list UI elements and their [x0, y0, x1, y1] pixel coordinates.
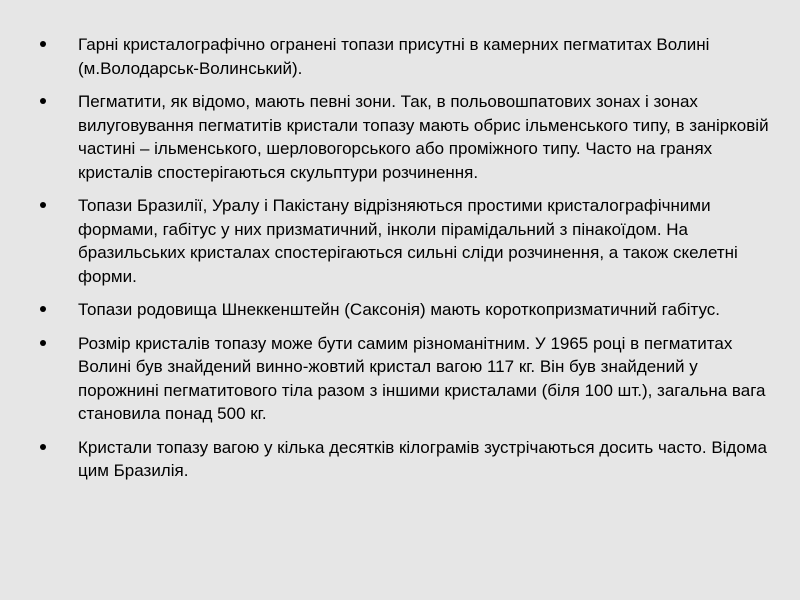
bullet-item	[40, 90, 770, 184]
bullet-text: Розмір кристалів топазу може бути самим різноманітним. У 1965 році в пегматитах Волині був знайдений винно-жовтий кристал вагою 117 кг. Він був знайдений у порожнині пегматитового тіла разом з іншими кристалами (біля 100 шт.), загальна вага становила понад 500 кг.	[78, 333, 766, 423]
bullet-text: Топази Бразилії, Уралу і Пакістану відрізняються простими кристалографічними формами, габітус у них призматичний, інколи пірамідальний з пінакоїдом. На бразильських кристалах спостерігаються сильні сліди розчинення, а також скелетні форми.	[78, 196, 738, 286]
bullet-item	[40, 332, 770, 426]
bullet-dot-icon	[40, 98, 46, 104]
bullet-text: Пегматити, як відомо, мають певні зони. Так, в польовошпатових зонах і зонах вилуговування пегматитів кристали топазу мають обрис ільменського типу, в занірковій частині – ільменського, шерловогорського або проміжного типу. Часто на гранях кристалів спостерігаються скульптури розчинення.	[78, 92, 769, 182]
bullet-text: Кристали топазу вагою у кілька десятків кілограмів зустрічаються досить часто. Відома цим Бразилія.	[78, 437, 767, 480]
bullet-item	[40, 436, 770, 483]
bullet-dot-icon	[40, 202, 46, 208]
bullet-text: Гарні кристалографічно огранені топази присутні в камерних пегматитах Волині (м.Володарськ-Волинський).	[78, 35, 710, 78]
bullet-dot-icon	[40, 444, 46, 450]
bullet-dot-icon	[40, 41, 46, 47]
bullet-item	[40, 33, 770, 80]
bullet-dot-icon	[40, 306, 46, 312]
bullet-item	[40, 298, 770, 322]
bullet-item	[40, 194, 770, 288]
bullet-dot-icon	[40, 340, 46, 346]
bullet-text: Топази родовища Шнеккенштейн (Саксонія) мають короткопризматичний габітус.	[78, 300, 720, 319]
bullet-list	[40, 33, 770, 493]
